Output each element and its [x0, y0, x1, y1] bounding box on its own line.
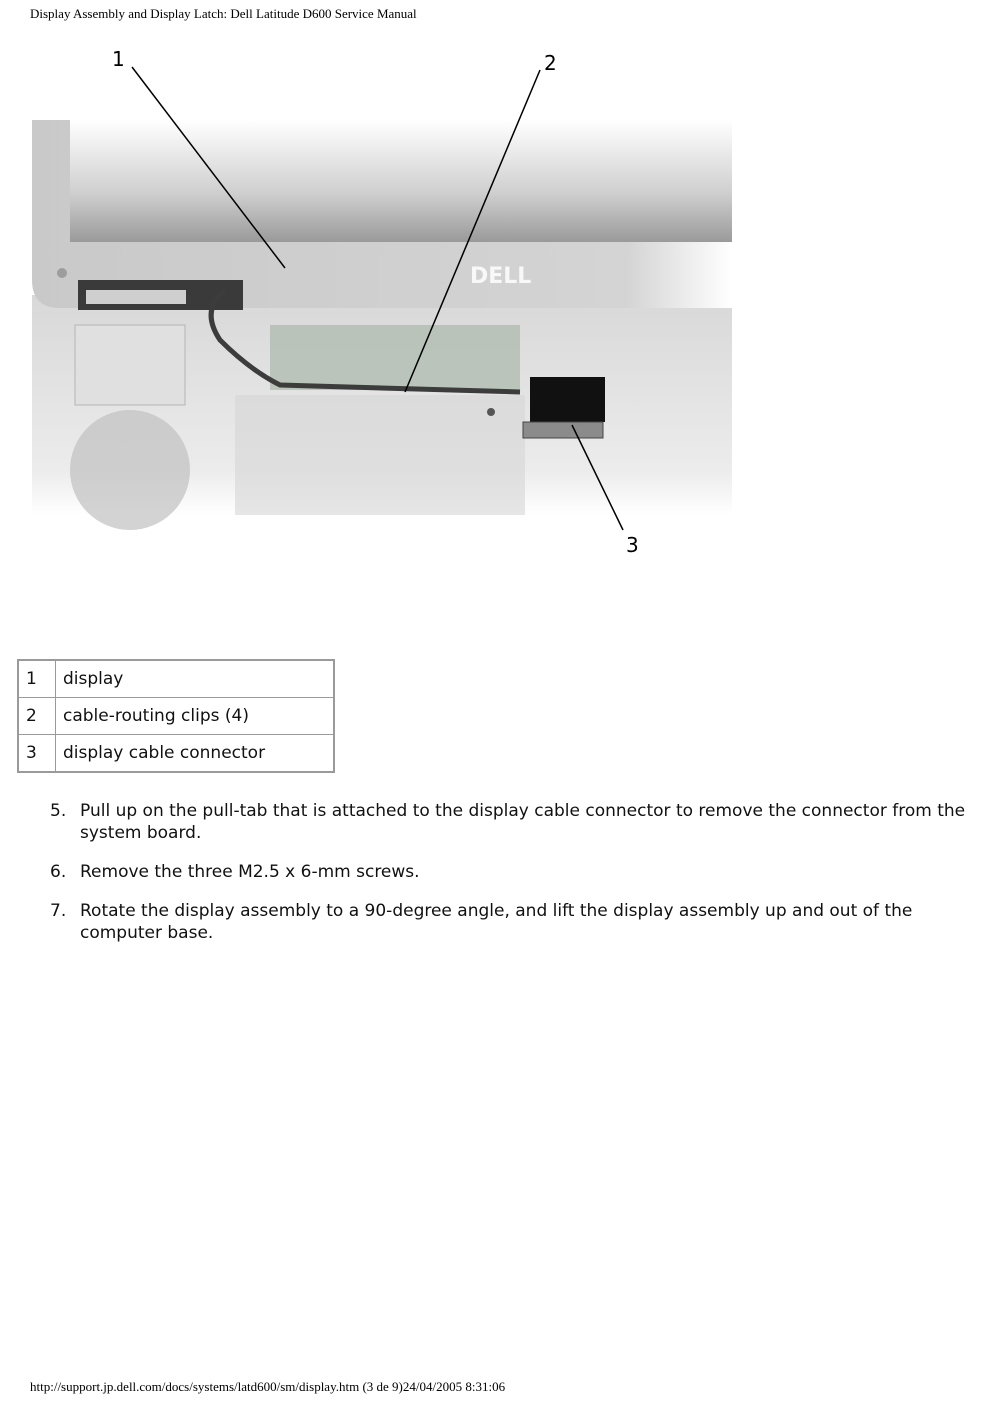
table-row: [18, 660, 334, 698]
step-number: 6.: [50, 862, 67, 882]
fan: [70, 410, 190, 530]
list-item: [30, 800, 975, 844]
list-item: [30, 861, 975, 883]
step-number: 5.: [50, 801, 67, 821]
callout-label: cable-routing clips (4): [56, 698, 335, 735]
display-screen: [70, 120, 732, 242]
step-text: Pull up on the pull-tab that is attached to the display cable connector to remove the connector from the system board.: [80, 801, 966, 843]
step-number: 7.: [50, 901, 67, 921]
procedure-steps: [30, 800, 975, 961]
dell-logo: DELL: [470, 264, 532, 289]
list-item: [30, 900, 975, 944]
page-footer-url: http://support.jp.dell.com/docs/systems/latd600/sm/display.htm (3 de 9)24/04/2005 8:31:06: [30, 1379, 506, 1394]
callout-legend-table: [17, 659, 335, 773]
page-header: Display Assembly and Display Latch: Dell Latitude D600 Service Manual: [30, 6, 417, 21]
callout-number-2: 2: [544, 51, 557, 75]
system-board: [270, 325, 520, 390]
callout-number: 2: [18, 698, 56, 735]
display-cable-connector: [530, 377, 605, 422]
step-text: Remove the three M2.5 x 6-mm screws.: [80, 862, 420, 882]
table-row: [18, 735, 334, 773]
callout-number-1: 1: [112, 47, 125, 71]
callout-number: 1: [18, 660, 56, 698]
display-removal-illustration: [20, 40, 740, 570]
callout-label: display cable connector: [56, 735, 335, 773]
callout-label: display: [56, 660, 335, 698]
table-row: [18, 698, 334, 735]
callout-number-3: 3: [626, 533, 639, 557]
step-text: Rotate the display assembly to a 90-degree angle, and lift the display assembly up and out of the computer base.: [80, 901, 913, 943]
callout-number: 3: [18, 735, 56, 773]
